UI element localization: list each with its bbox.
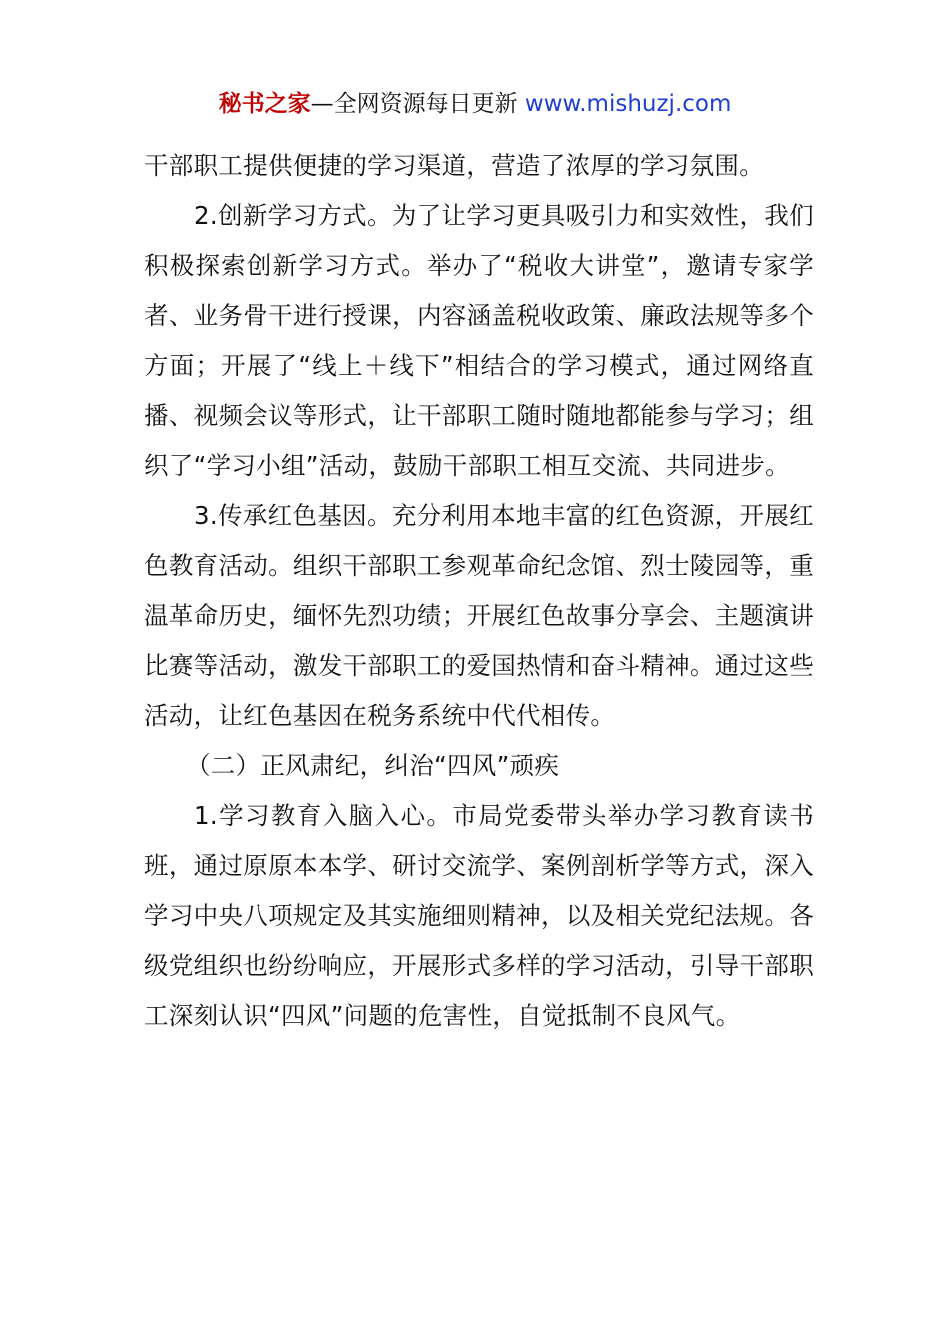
paragraph-red-gene: 3.传承红色基因。充分利用本地丰富的红色资源，开展红色教育活动。组织干部职工参观革命纪念馆、烈士陵园等，重温革命历史，缅怀先烈功绩；开展红色故事分享会、主题演讲比赛等活动，激发干部职工的爱国热情和奋斗精神。通过这些活动，让红色基因在税务系统中代代相传。 <box>144 501 814 730</box>
paragraph-study-education: 1.学习教育入脑入心。市局党委带头举办学习教育读书班，通过原原本本学、研讨交流学、案例剖析学等方式，深入学习中央八项规定及其实施细则精神，以及相关党纪法规。各级党组织也纷纷响应，开展形式多样的学习活动，引导干部职工深刻认识“四风”问题的危害性，自觉抵制不良风气。 <box>144 801 814 1030</box>
site-url-link[interactable]: www.mishuzj.com <box>524 91 732 117</box>
page-header <box>0 88 950 120</box>
paragraph-continuation: 干部职工提供便捷的学习渠道，营造了浓厚的学习氛围。 <box>144 151 764 180</box>
section-heading: （二）正风肃纪，纠治“四风”顽疾 <box>186 751 560 780</box>
paragraph-innovate-learning: 2.创新学习方式。为了让学习更具吸引力和实效性，我们积极探索创新学习方式。举办了“税收大讲堂”，邀请专家学者、业务骨干进行授课，内容涵盖税收政策、廉政法规等多个方面；开展了“线上＋线下”相结合的学习模式，通过网络直播、视频会议等形式，让干部职工随时随地都能参与学习；组织了“学习小组”活动，鼓励干部职工相互交流、共同进步。 <box>144 201 814 480</box>
header-tagline: —全网资源每日更新 <box>310 91 525 117</box>
brand-name: 秘书之家 <box>218 91 311 117</box>
document-body <box>144 141 814 1041</box>
